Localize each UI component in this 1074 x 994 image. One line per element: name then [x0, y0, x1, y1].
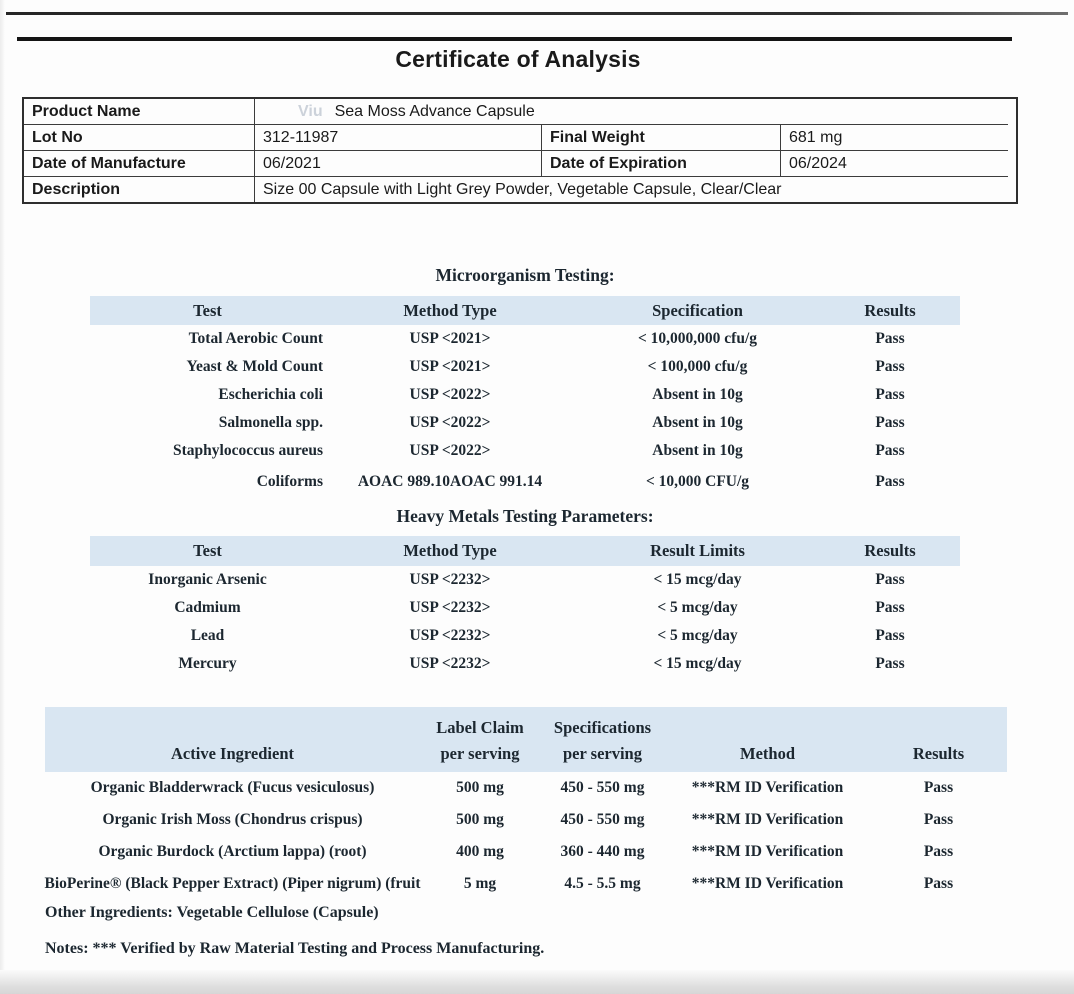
- method-type: USP <2021>: [409, 358, 491, 375]
- header-result-limits: Result Limits: [650, 541, 745, 560]
- page-left-edge: [0, 0, 5, 994]
- test-name: Staphylococcus aureus: [173, 442, 323, 459]
- specification: Absent in 10g: [652, 386, 743, 403]
- method: ***RM ID Verification: [691, 779, 844, 796]
- top-rule-primary: [6, 12, 1068, 15]
- method-label: Method: [740, 744, 795, 763]
- heavy-metals-table: [90, 536, 960, 678]
- result: Pass: [875, 599, 905, 616]
- result: Pass: [923, 779, 954, 796]
- test-name: Lead: [190, 627, 225, 644]
- specifications-line2: per serving: [563, 744, 642, 763]
- product-name-label: Product Name: [24, 99, 255, 125]
- microorganism-header-row: [90, 296, 960, 325]
- header-method-type: Method Type: [403, 301, 497, 320]
- specification: Absent in 10g: [652, 442, 743, 459]
- ingredient-name: Organic Burdock (Arctium lappa) (root): [98, 843, 367, 860]
- date-of-manufacture-label: Date of Manufacture: [24, 151, 255, 177]
- ingredient-name: Organic Irish Moss (Chondrus crispus): [102, 811, 363, 828]
- date-of-manufacture-value: 06/2021: [255, 151, 542, 177]
- label-claim: 500 mg: [456, 779, 504, 796]
- product-name-value: Sea Moss Advance Capsule: [334, 102, 535, 120]
- method-type: USP <2232>: [409, 655, 491, 672]
- label-claim-line2: per serving: [440, 744, 520, 763]
- active-ingredients-table: [45, 707, 1007, 900]
- specifications-line1: Specifications: [553, 718, 652, 737]
- table-row: [90, 437, 960, 465]
- table-row: [90, 353, 960, 381]
- ingredient-name: Organic Bladderwrack (Fucus vesiculosus): [90, 779, 375, 796]
- active-ingredients-header-row: [45, 707, 1007, 772]
- header-results: Results: [864, 301, 916, 320]
- method-type: USP <2021>: [409, 330, 491, 347]
- header-label-claim: [420, 707, 540, 772]
- final-weight-value: 681 mg: [781, 125, 1008, 151]
- result: Pass: [875, 386, 905, 403]
- table-row: [90, 381, 960, 409]
- method-type: USP <2022>: [409, 386, 491, 403]
- description-label: Description: [24, 177, 255, 202]
- specification: < 100,000 cfu/g: [647, 358, 748, 375]
- method-type: USP <2232>: [409, 599, 491, 616]
- ingredient-name: BioPerine® (Black Pepper Extract) (Piper nigrum) (fruit: [44, 875, 421, 892]
- spec-per-serving: 4.5 - 5.5 mg: [564, 875, 641, 892]
- result: Pass: [875, 330, 905, 347]
- method: ***RM ID Verification: [691, 875, 844, 892]
- final-weight-label: Final Weight: [542, 125, 781, 151]
- label-claim: 5 mg: [463, 875, 497, 892]
- date-of-expiration-value: 06/2024: [781, 151, 1008, 177]
- results-label: Results: [912, 744, 965, 763]
- date-of-expiration-label: Date of Expiration: [542, 151, 781, 177]
- table-row: [90, 325, 960, 353]
- specification: Absent in 10g: [652, 414, 743, 431]
- result-limit: < 5 mcg/day: [657, 627, 738, 644]
- specification: < 10,000 CFU/g: [645, 473, 750, 490]
- method-type: AOAC 989.10AOAC 991.14: [357, 473, 543, 490]
- header-results: [870, 707, 1007, 772]
- method: ***RM ID Verification: [691, 811, 844, 828]
- test-name: Salmonella spp.: [218, 414, 323, 431]
- result: Pass: [875, 627, 905, 644]
- table-row: [90, 594, 960, 622]
- label-claim-line1: Label Claim: [436, 718, 524, 737]
- product-info-table: [22, 97, 1018, 204]
- method-type: USP <2022>: [409, 414, 491, 431]
- result: Pass: [923, 843, 954, 860]
- microorganism-section-title: Microorganism Testing:: [435, 265, 615, 285]
- test-name: Coliforms: [256, 473, 323, 490]
- test-name: Inorganic Arsenic: [148, 571, 267, 588]
- lot-no-label: Lot No: [24, 125, 255, 151]
- result: Pass: [875, 473, 905, 490]
- result: Pass: [923, 875, 954, 892]
- table-row: [45, 836, 1007, 868]
- method-type: USP <2232>: [409, 627, 491, 644]
- table-row: [45, 772, 1007, 804]
- test-name: Cadmium: [174, 599, 241, 616]
- header-specification: Specification: [652, 301, 743, 320]
- table-row: [90, 622, 960, 650]
- result: Pass: [923, 811, 954, 828]
- method-type: USP <2232>: [409, 571, 491, 588]
- spec-per-serving: 450 - 550 mg: [560, 779, 645, 796]
- result: Pass: [875, 655, 905, 672]
- test-name: Yeast & Mold Count: [186, 358, 323, 375]
- specification: < 10,000,000 cfu/g: [637, 330, 758, 347]
- watermark: Viu: [298, 102, 323, 120]
- description-value: Size 00 Capsule with Light Grey Powder, Vegetable Capsule, Clear/Clear: [263, 180, 782, 198]
- header-test: Test: [193, 541, 222, 560]
- product-name-cell: [255, 99, 1008, 125]
- header-specifications: [540, 707, 665, 772]
- lot-no-value: 312-11987: [255, 125, 542, 151]
- result-limit: < 15 mcg/day: [653, 571, 742, 588]
- page-title: Certificate of Analysis: [395, 46, 641, 72]
- table-row: [90, 409, 960, 437]
- spec-per-serving: 450 - 550 mg: [560, 811, 645, 828]
- result: Pass: [875, 571, 905, 588]
- header-active-ingredient: [45, 707, 420, 772]
- other-ingredients-note: Other Ingredients: Vegetable Cellulose (Capsule): [45, 904, 379, 921]
- table-row: [90, 465, 960, 495]
- header-method: [665, 707, 870, 772]
- header-method-type: Method Type: [403, 541, 497, 560]
- table-row: [90, 650, 960, 678]
- table-row: [45, 868, 1007, 900]
- table-row: [45, 804, 1007, 836]
- label-claim: 400 mg: [456, 843, 504, 860]
- header-active-ingredient-label: Active Ingredient: [171, 744, 294, 763]
- method-type: USP <2022>: [409, 442, 491, 459]
- result: Pass: [875, 414, 905, 431]
- test-name: Total Aerobic Count: [188, 330, 323, 347]
- microorganism-table: [90, 296, 960, 495]
- test-name: Escherichia coli: [218, 386, 323, 403]
- header-results: Results: [864, 541, 916, 560]
- table-row: [90, 566, 960, 594]
- result: Pass: [875, 358, 905, 375]
- result: Pass: [875, 442, 905, 459]
- top-rule-secondary: [17, 37, 1012, 41]
- label-claim: 500 mg: [456, 811, 504, 828]
- page-bottom-edge: [0, 970, 1074, 994]
- verification-notes: Notes: *** Verified by Raw Material Testing and Process Manufacturing.: [45, 940, 545, 957]
- method: ***RM ID Verification: [691, 843, 844, 860]
- test-name: Mercury: [178, 655, 237, 672]
- spec-per-serving: 360 - 440 mg: [560, 843, 645, 860]
- heavy-metals-header-row: [90, 536, 960, 566]
- heavy-metals-section-title: Heavy Metals Testing Parameters:: [396, 506, 654, 526]
- header-test: Test: [193, 301, 222, 320]
- result-limit: < 5 mcg/day: [657, 599, 738, 616]
- result-limit: < 15 mcg/day: [653, 655, 742, 672]
